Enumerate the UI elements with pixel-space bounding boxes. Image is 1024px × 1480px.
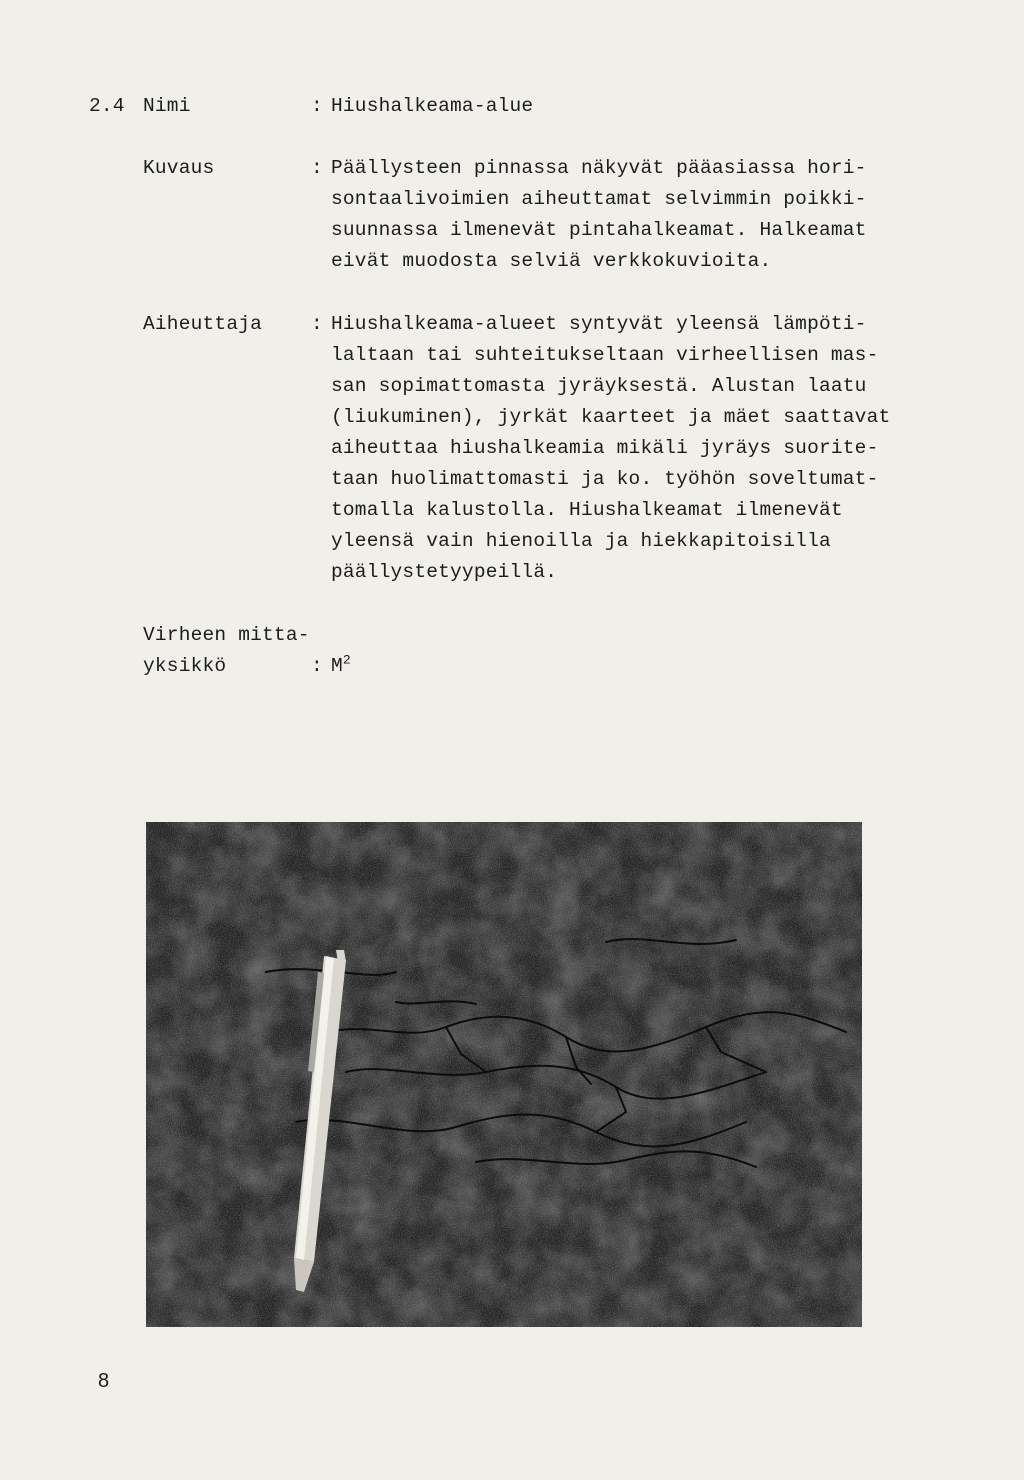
colon-nimi: : bbox=[311, 95, 323, 117]
colon-kuvaus: : bbox=[311, 157, 323, 179]
pavement-photo-image bbox=[146, 822, 862, 1327]
colon-mittayksikko: : bbox=[311, 655, 323, 677]
colon-aiheuttaja: : bbox=[311, 313, 323, 335]
label-mittayksikko-2: yksikkö bbox=[143, 655, 227, 677]
aiheuttaja-line: päällystetyypeillä. bbox=[331, 561, 558, 583]
kuvaus-line: Päällysteen pinnassa näkyvät pääasiassa hori- bbox=[331, 157, 867, 179]
section-number: 2.4 bbox=[89, 95, 125, 117]
label-aiheuttaja: Aiheuttaja bbox=[143, 313, 263, 335]
aiheuttaja-line: laltaan tai suhteitukseltaan virheellisen mas- bbox=[331, 344, 879, 366]
aiheuttaja-line: aiheuttaa hiushalkeamia mikäli jyräys suorite- bbox=[331, 437, 879, 459]
kuvaus-line: sontaalivoimien aiheuttamat selvimmin poikki- bbox=[331, 188, 867, 210]
unit-value bbox=[331, 651, 351, 682]
aiheuttaja-line: yleensä vain hienoilla ja hiekkapitoisilla bbox=[331, 530, 831, 552]
label-nimi: Nimi bbox=[143, 95, 191, 117]
aiheuttaja-line: taan huolimattomasti ja ko. työhön soveltumat- bbox=[331, 468, 879, 490]
aiheuttaja-line: (liukuminen), jyrkät kaarteet ja mäet saattavat bbox=[331, 406, 891, 428]
label-mittayksikko-1: Virheen mitta- bbox=[143, 624, 310, 646]
value-nimi: Hiushalkeama-alue bbox=[331, 95, 534, 117]
aiheuttaja-line: tomalla kalustolla. Hiushalkeamat ilmenevät bbox=[331, 499, 843, 521]
unit-exponent: 2 bbox=[342, 652, 351, 668]
page-number: 8 bbox=[98, 1370, 110, 1392]
kuvaus-line: eivät muodosta selviä verkkokuvioita. bbox=[331, 250, 772, 272]
unit-base: M bbox=[331, 655, 343, 677]
pavement-photo bbox=[146, 822, 862, 1327]
aiheuttaja-line: Hiushalkeama-alueet syntyvät yleensä lämpöti- bbox=[331, 313, 867, 335]
kuvaus-line: suunnassa ilmenevät pintahalkeamat. Halkeamat bbox=[331, 219, 867, 241]
label-kuvaus: Kuvaus bbox=[143, 157, 215, 179]
aiheuttaja-line: san sopimattomasta jyräyksestä. Alustan laatu bbox=[331, 375, 867, 397]
